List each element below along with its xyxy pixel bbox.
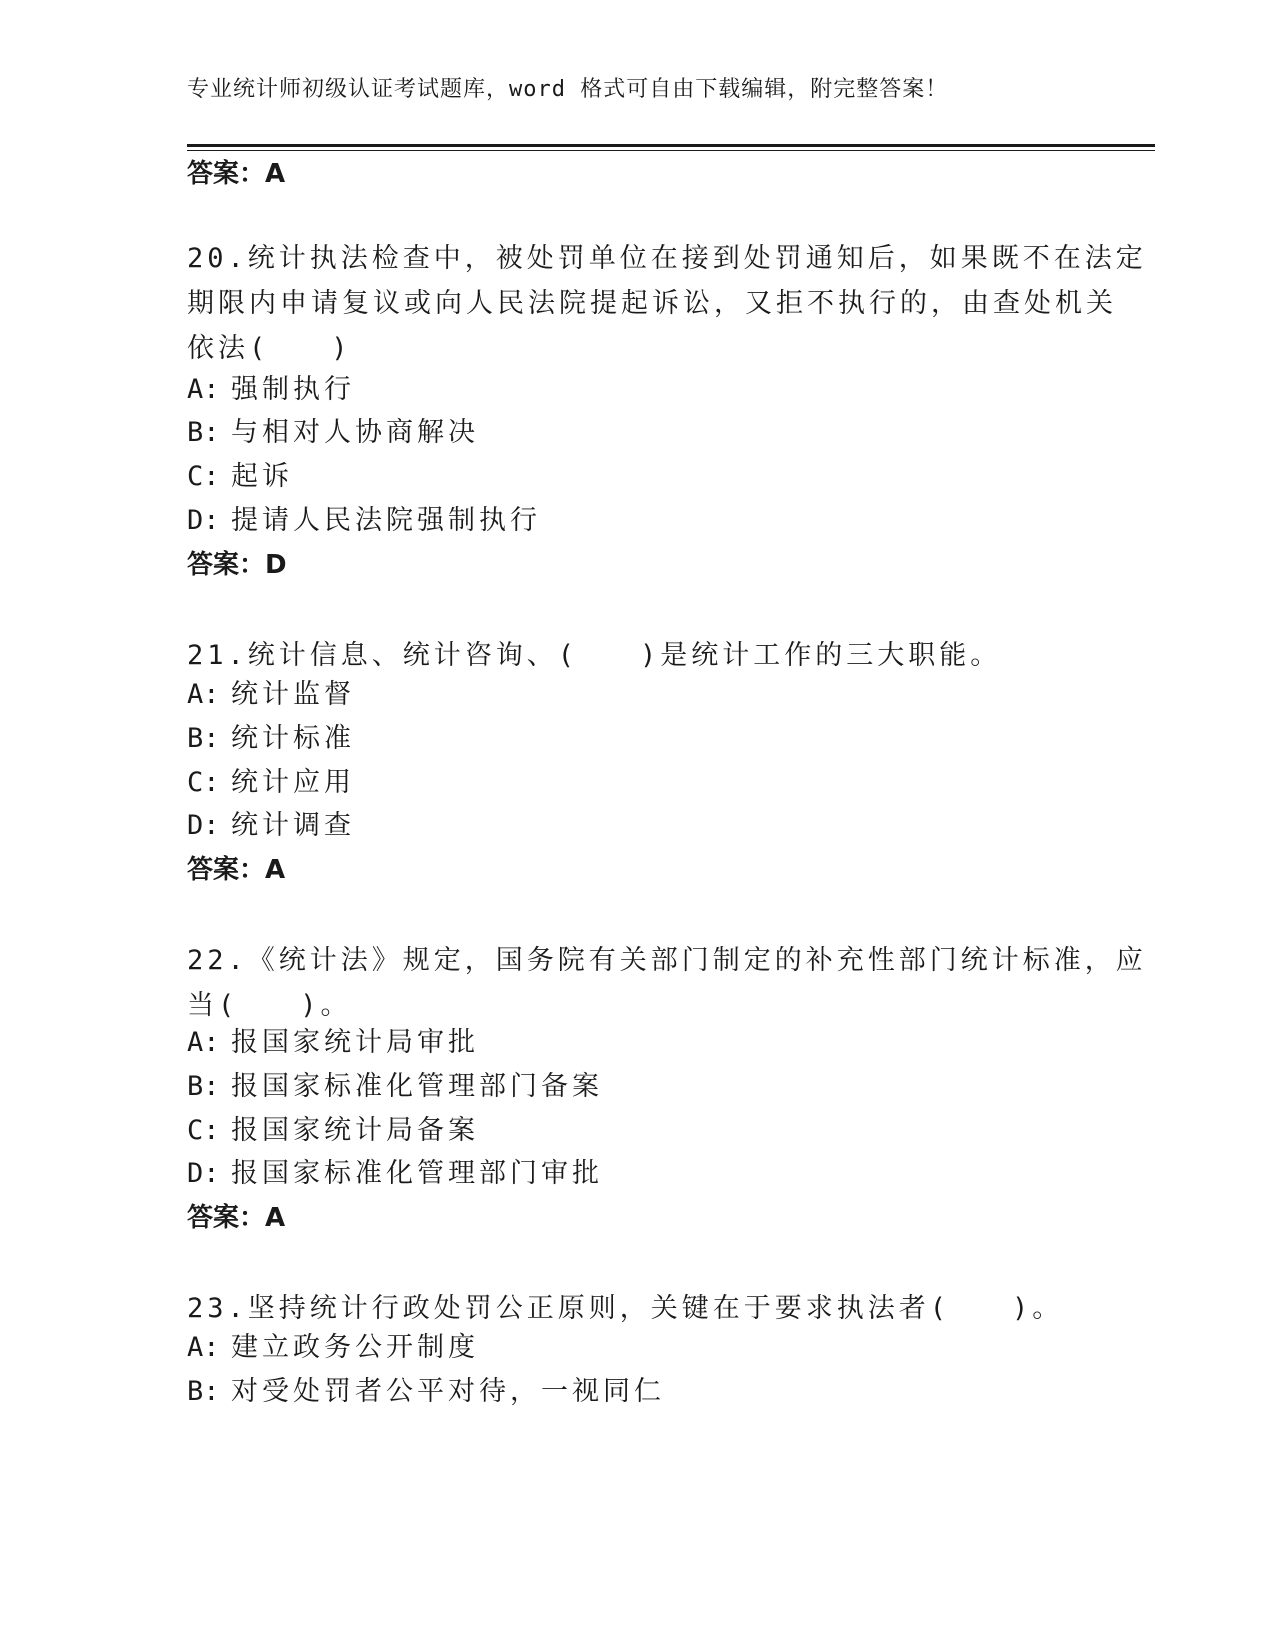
question-20-option-a [187,372,355,408]
header-rule-thin [187,150,1155,151]
answer-21: 答案：A [187,855,286,885]
option-text: 统计标准 [231,723,355,754]
question-23-option-b [187,1374,665,1410]
option-key: C: [187,461,220,492]
option-text: 提请人民法院强制执行 [231,505,541,536]
question-22-line-1: 22.《统计法》规定，国务院有关部门制定的补充性部门统计标准，应 [187,945,1147,976]
question-20-option-d [187,503,541,539]
option-text: 报国家标准化管理部门审批 [231,1158,603,1189]
option-text: 对受处罚者公平对待，一视同仁 [231,1376,665,1407]
option-key: A: [187,374,220,405]
header-rule-thick [187,144,1155,147]
question-23-stem [187,1286,1087,1331]
question-22-option-d [187,1156,603,1192]
answer-20: 答案：D [187,550,287,580]
option-text: 起诉 [231,461,293,492]
question-21-stem [187,633,1087,678]
question-21-line-1: 21.统计信息、统计咨询、( )是统计工作的三大职能。 [187,640,1002,671]
option-key: D: [187,505,220,536]
question-22-option-c [187,1113,479,1149]
option-text: 统计应用 [231,767,355,798]
answer-19: 答案：A [187,159,286,189]
option-text: 强制执行 [231,374,355,405]
question-22-option-b [187,1069,603,1105]
option-text: 统计调查 [231,810,355,841]
option-key: B: [187,417,220,448]
question-21-option-c [187,765,355,801]
option-key: A: [187,1027,220,1058]
option-key: B: [187,1071,220,1102]
option-text: 建立政务公开制度 [231,1332,479,1363]
option-text: 统计监督 [231,679,355,710]
option-text: 与相对人协商解决 [231,417,479,448]
option-text: 报国家标准化管理部门备案 [231,1071,603,1102]
answer-22: 答案：A [187,1203,286,1233]
question-21-option-d [187,808,355,844]
option-key: A: [187,1332,220,1363]
option-key: C: [187,1115,220,1146]
question-22-option-a [187,1025,479,1061]
question-21-option-b [187,721,355,757]
option-key: B: [187,1376,220,1407]
option-key: C: [187,767,220,798]
question-20-line-3: 依法( ) [187,333,352,364]
question-20-stem [187,236,1147,371]
question-20-option-c [187,459,293,495]
option-text: 报国家统计局备案 [231,1115,479,1146]
question-20-line-1: 20.统计执法检查中，被处罚单位在接到处罚通知后，如果既不在法定 [187,243,1147,274]
question-20-line-2: 期限内申请复议或向人民法院提起诉讼，又拒不执行的，由查处机关 [187,288,1117,319]
question-23-option-a [187,1330,479,1366]
question-20-option-b [187,415,479,451]
question-22-stem [187,938,1147,1028]
question-21-option-a [187,677,355,713]
option-key: A: [187,679,220,710]
option-key: D: [187,1158,220,1189]
header-note: 专业统计师初级认证考试题库，word 格式可自由下载编辑，附完整答案！ [187,77,949,102]
question-23-line-1: 23.坚持统计行政处罚公正原则，关键在于要求执法者( )。 [187,1293,1064,1324]
question-22-line-2: 当( )。 [187,990,352,1021]
option-text: 报国家统计局审批 [231,1027,479,1058]
option-key: B: [187,723,220,754]
option-key: D: [187,810,220,841]
